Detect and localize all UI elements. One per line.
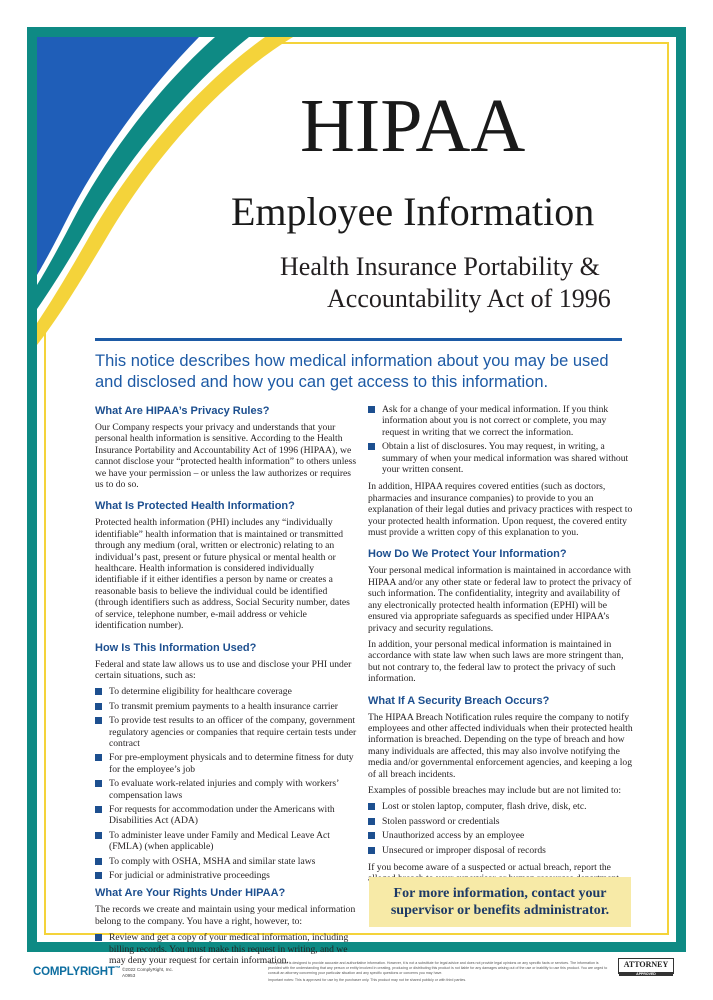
bullet-square-icon (95, 780, 102, 787)
product-code: A0953 (122, 973, 136, 978)
list-item: Obtain a list of disclosures. You may request, in writing, a summary of when your medical information was shared without your written consent. (368, 441, 633, 475)
bullet-square-icon (95, 754, 102, 761)
list-item: Unsecured or improper disposal of records (368, 845, 633, 856)
breach-list (368, 801, 633, 856)
bullet-square-icon (368, 443, 375, 450)
bullet-square-icon (368, 803, 375, 810)
left-column (95, 405, 357, 972)
bullet-square-icon (95, 806, 102, 813)
protect-heading: How Do We Protect Your Information? (368, 548, 567, 561)
list-item: To provide test results to an officer of the company, government regulatory agencies or companies that require certain tests under contract (95, 715, 357, 749)
phi-heading: What Is Protected Health Information? (95, 500, 295, 513)
disclaimer-note: Important notes: This is approved for use by the purchaser only. This product may not be shared publicly or with third parties. (268, 978, 467, 982)
bullet-square-icon (95, 872, 102, 879)
poster-title: HIPAA (300, 84, 526, 168)
bullet-square-icon (95, 688, 102, 695)
protect-paragraph-2: In addition, your personal medical information is maintained in accordance with state law when such laws are more stringent than, but not contrary to, the federal law to protect the privacy of such information. (368, 638, 624, 685)
bullet-square-icon (95, 934, 102, 941)
list-item: For pre-employment physicals and to determine fitness for duty for the employee’s job (95, 752, 357, 775)
rights-heading: What Are Your Rights Under HIPAA? (95, 887, 286, 900)
list-item: Review and get a copy of your medical information, including billing records. You must make this request in writing, and we may deny your request for certain information. (95, 932, 357, 966)
covered-entities-text: In addition, HIPAA requires covered entities (such as doctors, pharmacies and insurance companies) to provide to you an explanation of their legal duties and privacy practices with respect to your protected health information. Upon request, the covered entity must provide a written copy of this explanation to you. (368, 481, 633, 539)
right-column (368, 404, 633, 890)
copyright-block (122, 967, 173, 979)
breach-paragraph-2: Examples of possible breaches may include but are not limited to: (368, 784, 622, 796)
breach-paragraph-1: The HIPAA Breach Notification rules require the company to notify employees and other affected individuals when their protected health information is breached. Depending on the type of breach and how many individuals are affected, this may also involve notifying the media and/or governmental enforcement agencies, and keeping a log of all breach incidents. (368, 711, 633, 780)
privacy-heading: What Are HIPAA’s Privacy Rules? (95, 405, 270, 417)
divider-rule (95, 338, 622, 341)
bullet-square-icon (368, 818, 375, 825)
act-name-line2: Accountability Act of 1996 (327, 284, 611, 313)
bullet-square-icon (95, 858, 102, 865)
list-item: Unauthorized access by an employee (368, 830, 633, 841)
bullet-square-icon (368, 406, 375, 413)
breach-paragraph-3: If you become aware of a suspected or actual breach, report the (368, 862, 611, 873)
rights-list-continued (368, 404, 633, 475)
contact-text: For more information, contact your supervisor or benefits administrator. (390, 886, 610, 918)
protect-paragraph-1: Your personal medical information is maintained in accordance with HIPAA and/or any other state or federal law to protect the privacy of such information. The confidentiality, integrity and availability of any electronically protected health information (EPHI) will be ensured via appropriate safeguards as specified under HIPAA’s privacy and security regulations. (368, 565, 632, 634)
copyright-text: ©2022 ComplyRight, Inc. (122, 967, 174, 972)
list-item: To comply with OSHA, MSHA and similar state laws (95, 856, 357, 867)
list-item: To administer leave under Family and Medical Leave Act (FMLA) (when applicable) (95, 830, 357, 853)
usage-list (95, 686, 357, 881)
legal-disclaimer (268, 961, 608, 985)
list-item: Lost or stolen laptop, computer, flash drive, disk, etc. (368, 801, 633, 812)
bullet-square-icon (95, 832, 102, 839)
act-name-line1: Health Insurance Portability & (280, 252, 600, 281)
bullet-square-icon (368, 832, 375, 839)
rights-intro: The records we create and maintain using your medical information belong to the company. You have a right, however, to: (95, 904, 356, 927)
phi-body: Protected health information (PHI) includes any “individually identifiable” health information that is maintained or transmitted through any medium (oral, written or electronic) relating to an individual’s past, present or future physical or mental health or healthcare. Health information is considered individually identifiable if it either identifies a person by name or creates a reasonable basis to believe the individual could be identified (through identifiers such as address, Social Security number, dates of service, telephone number, e-mail address or vehicle identification number). (95, 517, 350, 632)
privacy-body: Our Company respects your privacy and understands that your personal health information is sensitive. According to the Health Insurance Portability and Accountability Act of 1996 (HIPAA), we cannot disclose your “protected health information” to others unless we have your permission – or unless the law authorizes or requires us to do so. (95, 422, 357, 491)
usage-heading: How Is This Information Used? (95, 641, 257, 654)
bullet-square-icon (95, 703, 102, 710)
attorney-approved-badge: ATTORNEY APPROVED (618, 958, 674, 974)
bullet-square-icon (95, 717, 102, 724)
list-item: Stolen password or credentials (368, 816, 633, 827)
poster-subtitle: Employee Information (231, 189, 595, 234)
disclaimer-text: This product is designed to provide accurate and authoritative information. However, it is not a substitute for legal advice and does not provide legal opinions on any specific facts or services. The information is provided with the understanding that any person or entity involved in creating, producing or distributing this product is not liable for any damages arising out of the use or inability to use this product. You are urged to consult an attorney concerning your particular situation and any specific questions or concerns you may have. (268, 961, 608, 975)
list-item: To determine eligibility for healthcare coverage (95, 686, 357, 697)
list-item: For requests for accommodation under the Americans with Disabilities Act (ADA) (95, 804, 357, 827)
complyright-logo: COMPLYRIGHT™ (33, 966, 121, 978)
breach-heading: What If A Security Breach Occurs? (368, 694, 550, 707)
list-item: To transmit premium payments to a health insurance carrier (95, 701, 357, 712)
list-item: Ask for a change of your medical information. If you think information about you is not correct or complete, you may request in writing that we correct the information. (368, 404, 633, 438)
bullet-square-icon (368, 847, 375, 854)
notice-statement: This notice describes how medical information about you may be used and disclosed and how you can get access to this information. (95, 352, 609, 391)
usage-intro: Federal and state law allows us to use and disclose your PHI under certain situations, such as: (95, 658, 352, 681)
list-item: For judicial or administrative proceedings (95, 870, 357, 881)
list-item: To evaluate work-related injuries and comply with workers’ compensation laws (95, 778, 357, 801)
